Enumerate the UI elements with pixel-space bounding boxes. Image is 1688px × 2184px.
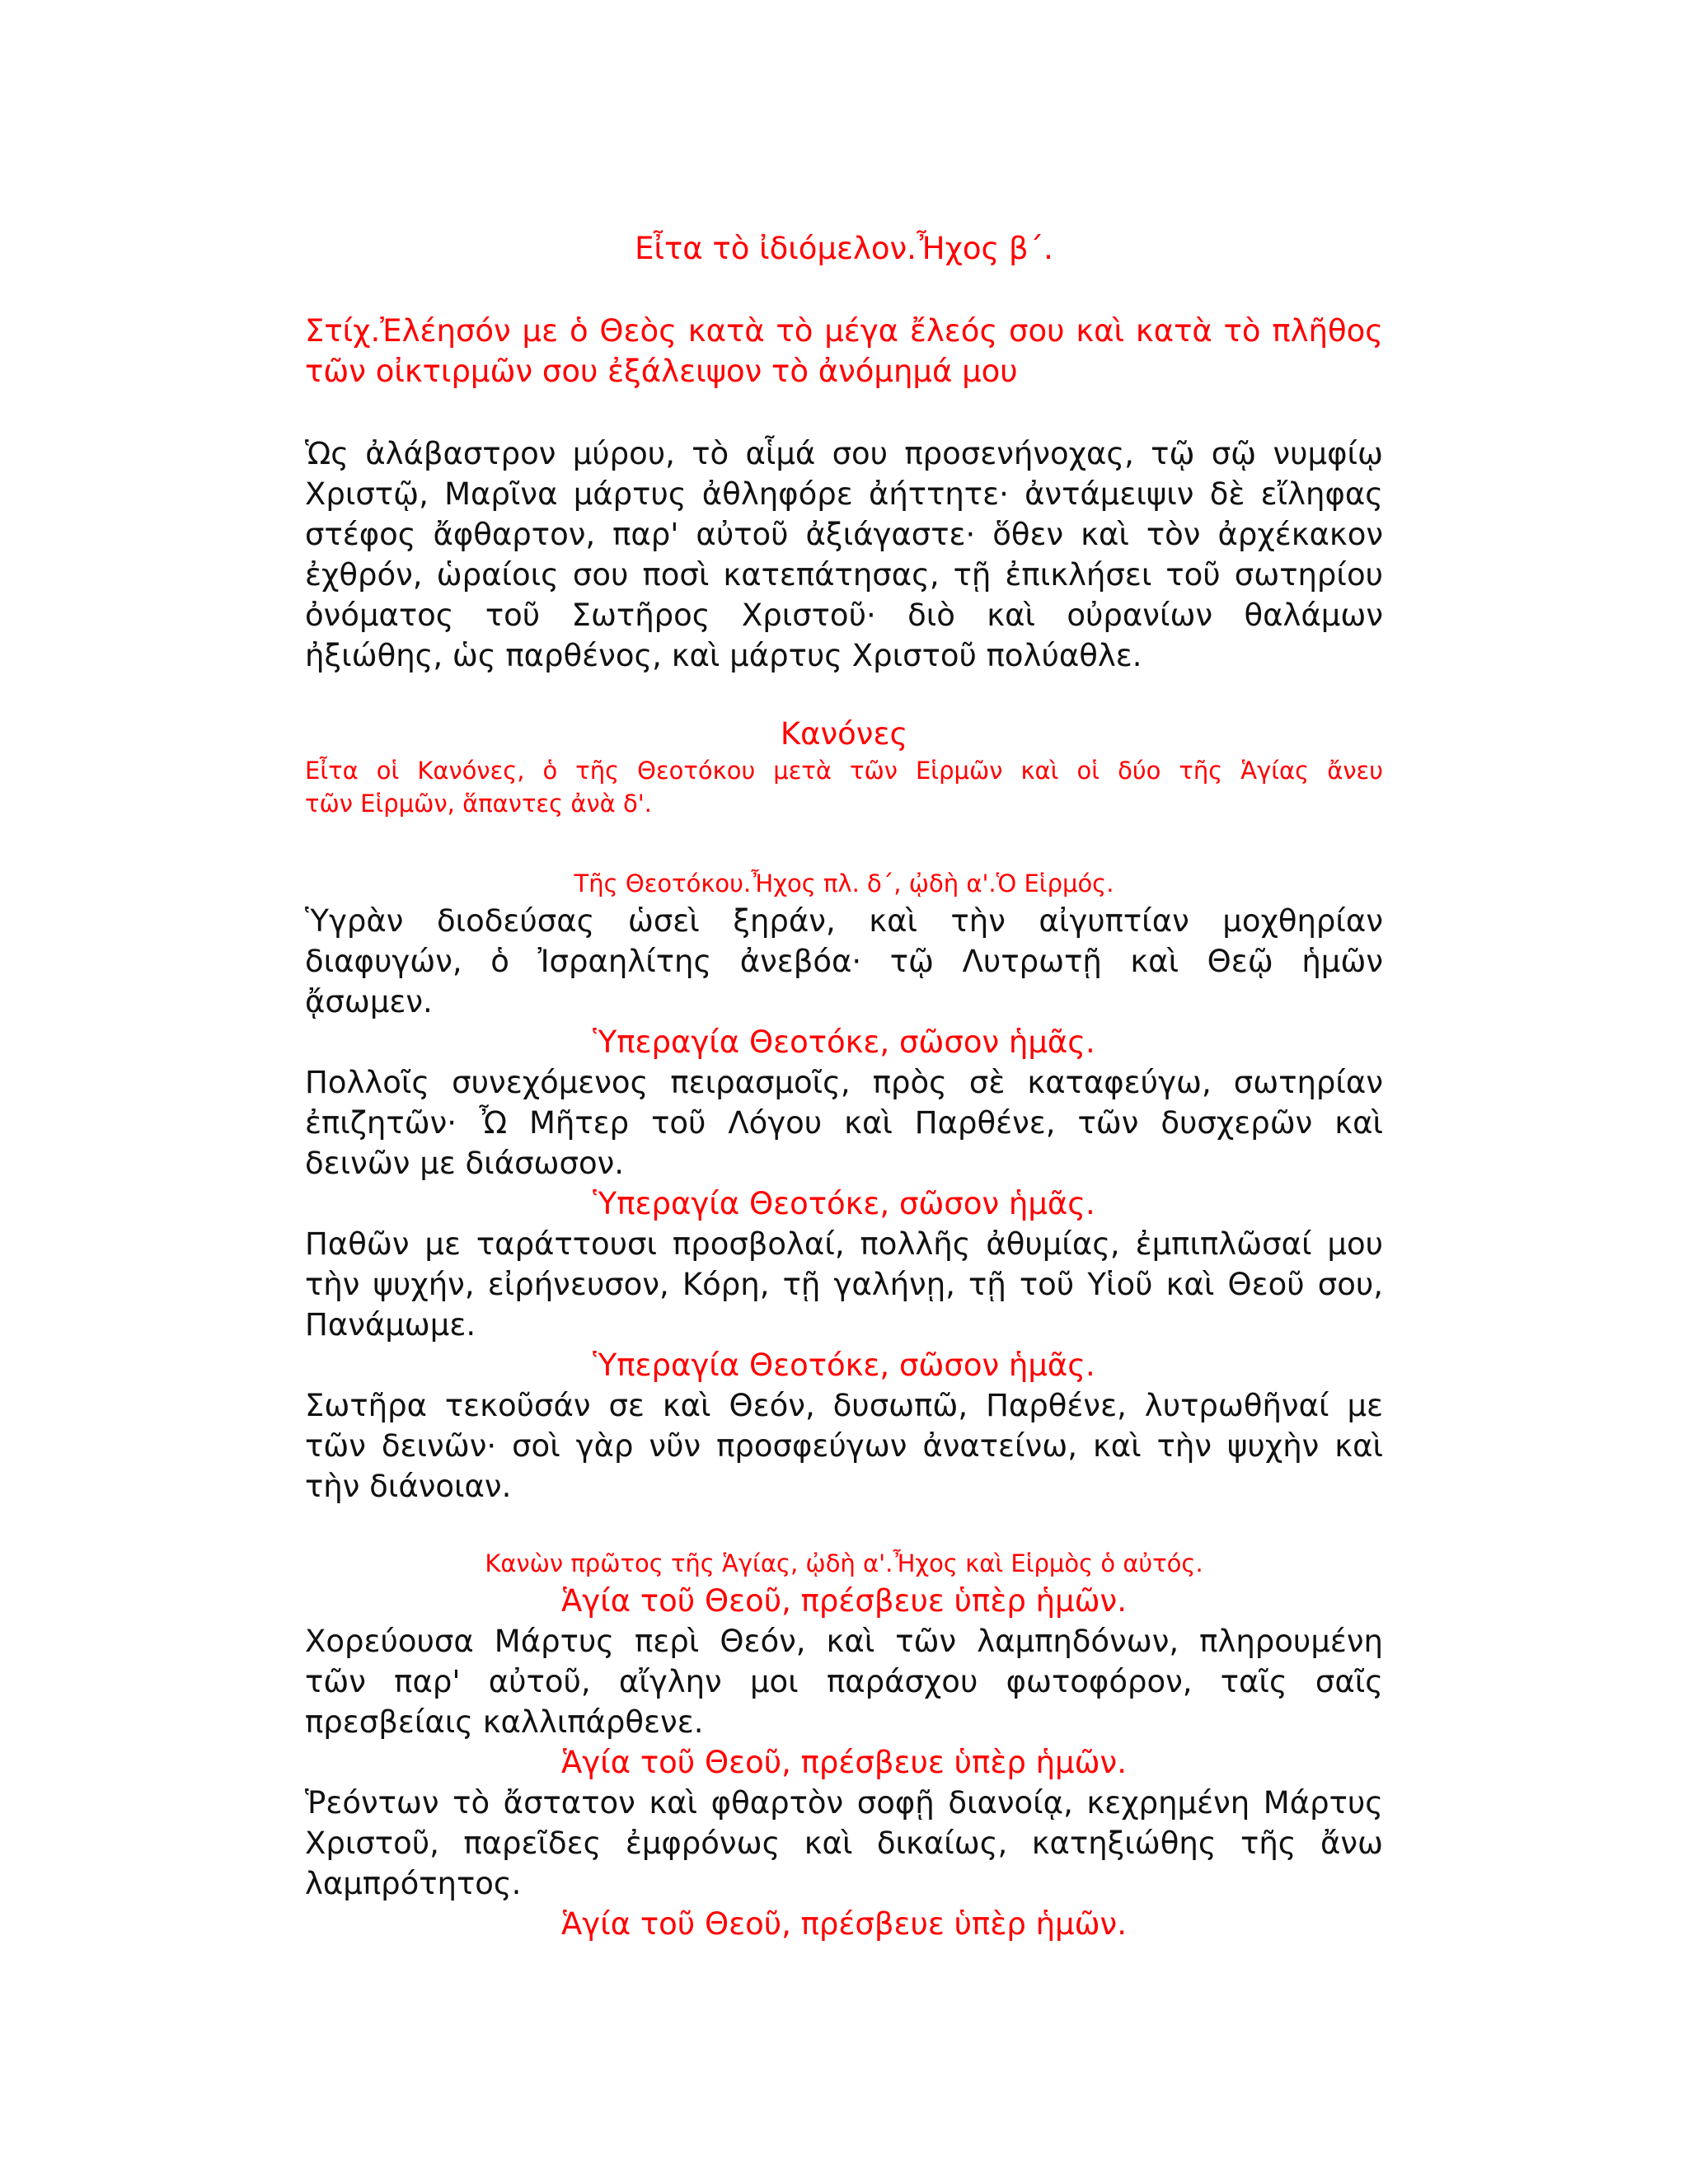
kanones-rubric	[305, 754, 1383, 820]
idiomelon-line: στέφος ἄφθαρτον, παρ' αὐτοῦ ἀξιάγαστε· ὅθεν καὶ τὸν ἀρχέκακον	[305, 517, 1383, 552]
theotokos-ode-heading: Τῆς Θεοτόκου.Ἦχος πλ. δ΄, ᾠδὴ α'.Ὁ Εἱρμός.	[574, 869, 1114, 898]
troparion-line: Σωτῆρα τεκοῦσάν σε καὶ Θεόν, δυσωπῶ, Παρθένε, λυτρωθῆναί με	[305, 1388, 1383, 1423]
stich-line: Στίχ.Ἐλέησόν με ὁ Θεὸς κατὰ τὸ μέγα ἔλεός σου καὶ κατὰ τὸ πλῆθος	[305, 313, 1383, 349]
stich-line: τῶν οἰκτιρμῶν σου ἐξάλειψον τὸ ἀνόμημά μου	[305, 354, 1018, 389]
troparion	[305, 1385, 1383, 1507]
refrain-saint: Ἁγία τοῦ Θεοῦ, πρέσβευε ὑπὲρ ἡμῶν.	[561, 1745, 1127, 1780]
troparion	[305, 1783, 1383, 1904]
heirmos-text	[305, 901, 1383, 1022]
troparion-line: τὴν διάνοιαν.	[305, 1469, 512, 1504]
troparion-line: τῶν παρ' αὐτοῦ, αἴγλην μοι παράσχου φωτοφόρον, ταῖς σαῖς	[305, 1664, 1383, 1699]
idiomelon-line: ἐχθρόν, ὡραίοις σου ποσὶ κατεπάτησας, τῇ ἐπικλήσει τοῦ σωτηρίου	[305, 557, 1383, 593]
troparion-line: πρεσβείαις καλλιπάρθενε.	[305, 1704, 704, 1740]
troparion-line: Πολλοῖς συνεχόμενος πειρασμοῖς, πρὸς σὲ καταφεύγω, σωτηρίαν	[305, 1065, 1383, 1100]
heirmos-line: ᾄσωμεν.	[305, 984, 433, 1019]
troparion-line: δεινῶν με διάσωσον.	[305, 1146, 625, 1181]
idiomelon-line: Χριστῷ, Μαρῖνα μάρτυς ἀθληφόρε ἀήττητε· ἀντάμειψιν δὲ εἴληφας	[305, 476, 1383, 512]
idiomelon-line: Ὡς ἀλάβαστρον μύρου, τὸ αἷμά σου προσενήνοχας, τῷ σῷ νυμφίῳ	[305, 436, 1383, 471]
troparion	[305, 1224, 1383, 1345]
troparion-line: τῶν δεινῶν· σοὶ γὰρ νῦν προσφεύγων ἀνατείνω, καὶ τὴν ψυχὴν καὶ	[305, 1428, 1383, 1464]
troparion-line: Πανάμωμε.	[305, 1307, 476, 1343]
idiomelon-line: ἠξιώθης, ὡς παρθένος, καὶ μάρτυς Χριστοῦ πολύαθλε.	[305, 638, 1142, 673]
refrain-saint: Ἁγία τοῦ Θεοῦ, πρέσβευε ὑπὲρ ἡμῶν.	[561, 1906, 1127, 1942]
troparion-line: ἐπιζητῶν· Ὦ Μῆτερ τοῦ Λόγου καὶ Παρθένε, τῶν δυσχερῶν καὶ	[305, 1105, 1383, 1141]
idiomelon-text	[305, 434, 1383, 676]
troparion	[305, 1062, 1383, 1183]
idiomelon-line: ὀνόματος τοῦ Σωτῆρος Χριστοῦ· διὸ καὶ οὐρανίων θαλάμων	[305, 598, 1383, 633]
troparion-line: τὴν ψυχήν, εἰρήνευσον, Κόρη, τῇ γαλήνῃ, τῇ τοῦ Υἱοῦ καὶ Θεοῦ σου,	[305, 1267, 1383, 1302]
troparion-line: λαμπρότητος.	[305, 1866, 522, 1901]
troparion-line: Παθῶν με ταράττουσι προσβολαί, πολλῆς ἀθυμίας, ἐμπιπλῶσαί μου	[305, 1226, 1383, 1262]
first-canon-heading: Κανὼν πρῶτος τῆς Ἁγίας, ᾠδὴ α'.Ἦχος καὶ Εἱρμὸς ὁ αὐτός.	[485, 1549, 1203, 1577]
kanones-rubric-line: τῶν Εἱρμῶν, ἅπαντες ἀνὰ δ'.	[305, 790, 652, 818]
troparion-line: Ῥεόντων τὸ ἄστατον καὶ φθαρτὸν σοφῇ διανοίᾳ, κεχρημένη Μάρτυς	[305, 1785, 1383, 1821]
troparion-line: Χορεύουσα Μάρτυς περὶ Θεόν, καὶ τῶν λαμπηδόνων, πληρουμένη	[305, 1624, 1383, 1659]
kanones-title: Κανόνες	[780, 716, 908, 752]
refrain-theotokos: Ὑπεραγία Θεοτόκε, σῶσον ἡμᾶς.	[593, 1186, 1095, 1221]
troparion-line: Χριστοῦ, παρεῖδες ἐμφρόνως καὶ δικαίως, κατηξιώθης τῆς ἄνω	[305, 1825, 1383, 1861]
troparion	[305, 1621, 1383, 1742]
refrain-theotokos: Ὑπεραγία Θεοτόκε, σῶσον ἡμᾶς.	[593, 1024, 1095, 1060]
stich-verse	[305, 311, 1383, 391]
heirmos-line: διαφυγών, ὁ Ἰσραηλίτης ἀνεβόα· τῷ Λυτρωτῇ καὶ Θεῷ ἡμῶν	[305, 944, 1383, 979]
heirmos-line: Ὑγρὰν διοδεύσας ὡσεὶ ξηράν, καὶ τὴν αἰγυπτίαν μοχθηρίαν	[305, 903, 1383, 939]
refrain-saint: Ἁγία τοῦ Θεοῦ, πρέσβευε ὑπὲρ ἡμῶν.	[561, 1583, 1127, 1619]
idiomelon-heading: Εἶτα τὸ ἰδιόμελον.Ἦχος β΄.	[635, 231, 1053, 266]
refrain-theotokos: Ὑπεραγία Θεοτόκε, σῶσον ἡμᾶς.	[593, 1347, 1095, 1383]
kanones-rubric-line: Εἶτα οἱ Κανόνες, ὁ τῆς Θεοτόκου μετὰ τῶν Εἱρμῶν καὶ οἱ δύο τῆς Ἁγίας ἄνευ	[305, 757, 1383, 785]
